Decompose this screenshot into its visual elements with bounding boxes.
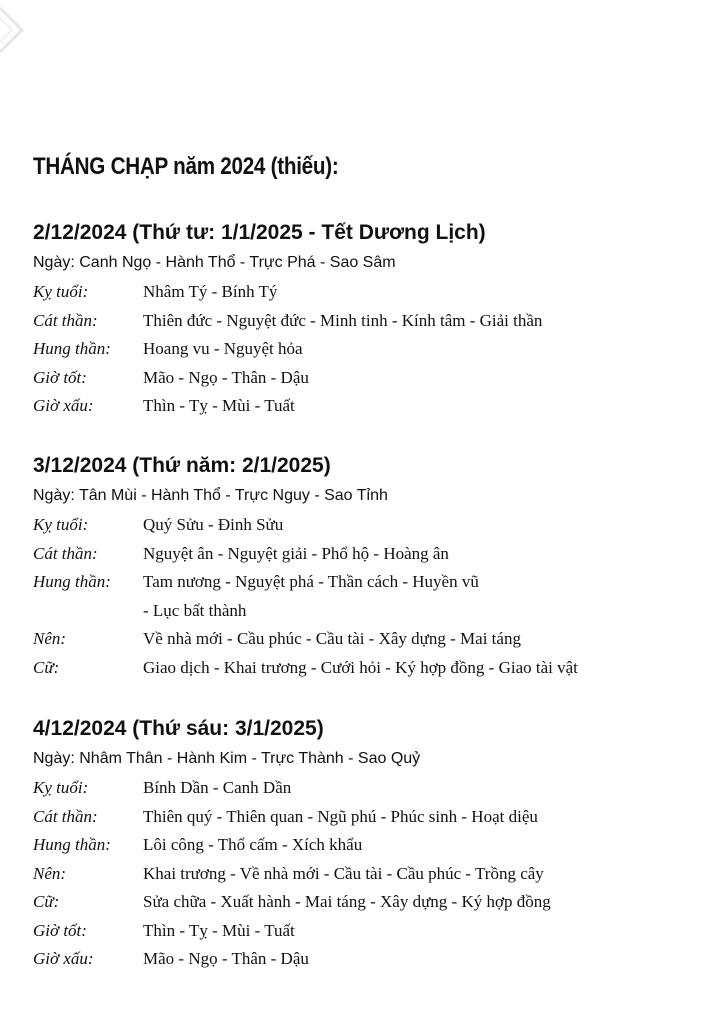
day-info: Ngày: Nhâm Thân - Hành Kim - Trực Thành - Sao Quỷ	[33, 750, 421, 767]
row-value: Hoang vu - Nguyệt hỏa	[143, 339, 303, 358]
row-label: Hung thần:	[33, 339, 111, 358]
row-value: Về nhà mới - Cầu phúc - Cầu tài - Xây dựng - Mai táng	[143, 629, 521, 648]
day-section	[33, 453, 703, 682]
list-item	[33, 625, 703, 654]
row-label: Nên:	[33, 863, 67, 883]
day-heading: 2/12/2024 (Thứ tư: 1/1/2025 - Tết Dương Lịch)	[33, 221, 486, 244]
row-label: Cữ:	[33, 657, 60, 677]
row-label: Hung thần:	[33, 572, 111, 591]
list-item	[33, 307, 703, 336]
row-label: Nên:	[33, 629, 67, 648]
row-value: Khai trương - Về nhà mới - Cầu tài - Cầu phúc - Trồng cây	[143, 863, 544, 883]
row-value: Quý Sửu - Đinh Sửu	[143, 515, 284, 534]
row-value: Thiên đức - Nguyệt đức - Minh tinh - Kính tâm - Giải thần	[143, 310, 543, 330]
row-label: Giờ tốt:	[33, 367, 87, 387]
corner-decoration	[0, 0, 34, 60]
list-item	[33, 364, 703, 393]
row-value	[143, 568, 479, 625]
row-label: Giờ xấu:	[33, 949, 94, 968]
list-item	[33, 654, 703, 683]
row-label: Cát thần:	[33, 543, 98, 563]
row-value: Thìn - Tỵ - Mùi - Tuất	[143, 920, 295, 940]
day-heading: 3/12/2024 (Thứ năm: 2/1/2025)	[33, 454, 331, 477]
list-item	[33, 860, 703, 889]
list-item	[33, 945, 703, 974]
list-item	[33, 774, 703, 803]
row-value: Bính Dần - Canh Dần	[143, 778, 292, 797]
row-label: Cát thần:	[33, 806, 98, 826]
list-item	[33, 568, 703, 625]
row-value: Nguyệt ân - Nguyệt giải - Phổ hộ - Hoàng ân	[143, 543, 449, 563]
list-item	[33, 803, 703, 832]
list-item	[33, 278, 703, 307]
day-heading: 4/12/2024 (Thứ sáu: 3/1/2025)	[33, 717, 324, 740]
row-label: Cữ:	[33, 892, 60, 911]
day-section	[33, 220, 703, 421]
list-item	[33, 511, 703, 540]
row-value: Mão - Ngọ - Thân - Dậu	[143, 367, 309, 387]
row-value-continuation: - Lục bất thành	[143, 600, 247, 620]
row-value: Mão - Ngọ - Thân - Dậu	[143, 949, 309, 968]
day-section	[33, 716, 703, 974]
row-label: Hung thần:	[33, 835, 111, 854]
list-item	[33, 831, 703, 860]
row-value: Thiên quý - Thiên quan - Ngũ phú - Phúc sinh - Hoạt diệu	[143, 806, 538, 826]
row-label: Giờ tốt:	[33, 920, 87, 940]
row-label: Giờ xấu:	[33, 396, 94, 415]
row-label: Kỵ tuổi:	[33, 778, 89, 797]
list-item	[33, 392, 703, 421]
row-value: Sửa chữa - Xuất hành - Mai táng - Xây dựng - Ký hợp đồng	[143, 892, 551, 911]
row-label: Cát thần:	[33, 310, 98, 330]
row-label: Kỵ tuổi:	[33, 282, 89, 301]
page-title: THÁNG CHẠP năm 2024 (thiếu):	[33, 153, 339, 180]
day-info: Ngày: Tân Mùi - Hành Thổ - Trực Nguy - Sao Tỉnh	[33, 487, 388, 504]
list-item	[33, 335, 703, 364]
row-value: Giao dịch - Khai trương - Cưới hỏi - Ký hợp đồng - Giao tài vật	[143, 657, 578, 677]
row-value: Nhâm Tý - Bính Tý	[143, 282, 278, 301]
list-item	[33, 888, 703, 917]
row-value: Thìn - Tỵ - Mùi - Tuất	[143, 396, 295, 415]
list-item	[33, 917, 703, 946]
row-value-line: Tam nương - Nguyệt phá - Thần cách - Huyền vũ	[143, 572, 479, 591]
day-info: Ngày: Canh Ngọ - Hành Thổ - Trực Phá - Sao Sâm	[33, 254, 396, 271]
list-item	[33, 540, 703, 569]
row-label: Kỵ tuổi:	[33, 515, 89, 534]
row-value: Lôi công - Thổ cấm - Xích khẩu	[143, 835, 363, 854]
